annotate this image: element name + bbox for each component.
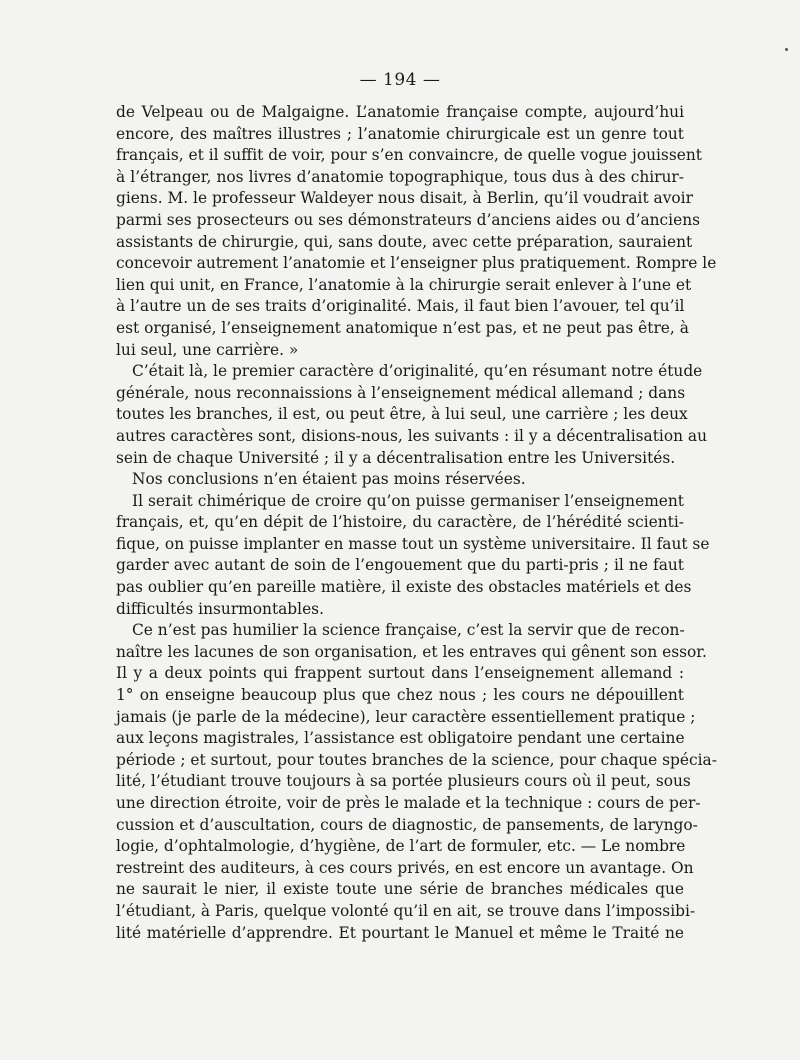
text-line: Il serait chimérique de croire qu’on puisse germaniser l’enseignement	[132, 491, 684, 510]
text-line: sein de chaque Université ; il y a décentralisation entre les Universités.	[116, 448, 676, 467]
text-line: autres caractères sont, disions-nous, les suivants : il y a décentralisation au	[116, 426, 707, 445]
text-line: ne saurait le nier, il existe toute une série de branches médicales que	[116, 880, 684, 899]
text-line: français, et, qu’en dépit de l’histoire, du caractère, de l’hérédité scienti-	[116, 513, 684, 532]
text-line: générale, nous reconnaissions à l’enseignement médical allemand ; dans	[116, 383, 686, 402]
text-line: lui seul, une carrière. »	[116, 340, 299, 359]
text-line: période ; et surtout, pour toutes branches de la science, pour chaque spécia-	[116, 750, 717, 769]
text-line: lien qui unit, en France, l’anatomie à la chirurgie serait enlever à l’une et	[116, 275, 692, 294]
text-line: restreint des auditeurs, à ces cours privés, en est encore un avantage. On	[116, 858, 694, 877]
body-text	[116, 102, 717, 944]
text-line: français, et il suffit de voir, pour s’en convaincre, de quelle vogue jouissent	[116, 146, 702, 165]
text-line: jamais (je parle de la médecine), leur caractère essentiellement pratique ;	[116, 707, 696, 726]
page-number: — 194 —	[359, 70, 441, 90]
text-line: à l’étranger, nos livres d’anatomie topographique, tous dus à des chirur-	[116, 167, 684, 186]
text-line: est organisé, l’enseignement anatomique n’est pas, et ne peut pas être, à	[116, 318, 689, 337]
text-line: logie, d’ophtalmologie, d’hygiène, de l’art de formuler, etc. — Le nombre	[116, 837, 686, 856]
text-line: l’étudiant, à Paris, quelque volonté qu’il en ait, se trouve dans l’impossibi-	[116, 901, 696, 920]
text-line: toutes les branches, il est, ou peut être, à lui seul, une carrière ; les deux	[116, 405, 688, 424]
text-line: aux leçons magistrales, l’assistance est obligatoire pendant une certaine	[116, 729, 685, 748]
text-line: parmi ses prosecteurs ou ses démonstrateurs d’anciens aides ou d’anciens	[116, 210, 701, 229]
text-line: 1° on enseigne beaucoup plus que chez nous ; les cours ne dépouillent	[116, 686, 684, 705]
text-line: difficultés insurmontables.	[116, 599, 324, 618]
text-line: giens. M. le professeur Waldeyer nous disait, à Berlin, qu’il voudrait avoir	[116, 189, 693, 208]
text-line: de Velpeau ou de Malgaigne. L’anatomie française compte, aujourd’hui	[116, 103, 684, 121]
text-line: fique, on puisse implanter en masse tout un système universitaire. Il faut se	[116, 534, 710, 553]
text-line: assistants de chirurgie, qui, sans doute, avec cette préparation, sauraient	[116, 232, 693, 251]
text-line: Nos conclusions n’en étaient pas moins réservées.	[132, 470, 526, 489]
text-line: lité, l’étudiant trouve toujours à sa portée plusieurs cours où il peut, sous	[116, 772, 691, 791]
text-line: encore, des maîtres illustres ; l’anatomie chirurgicale est un genre tout	[116, 124, 684, 143]
text-line: naître les lacunes de son organisation, et les entraves qui gênent son essor.	[116, 642, 707, 661]
text-line: à l’autre un de ses traits d’originalité. Mais, il faut bien l’avouer, tel qu’il	[116, 297, 685, 316]
text-line: cussion et d’auscultation, cours de diagnostic, de pansements, de laryngo-	[116, 815, 698, 834]
text-line: Il y a deux points qui frappent surtout dans l’enseignement allemand :	[116, 664, 684, 683]
text-line: C’était là, le premier caractère d’originalité, qu’en résumant notre étude	[132, 362, 703, 381]
speck-mark	[785, 48, 788, 51]
text-line: une direction étroite, voir de près le malade et la technique : cours de per-	[116, 794, 701, 812]
text-line: garder avec autant de soin de l’engouement que du parti-pris ; il ne faut	[116, 556, 684, 575]
text-line: concevoir autrement l’anatomie et l’enseigner plus pratiquement. Rompre le	[116, 254, 717, 273]
text-line: pas oublier qu’en pareille matière, il existe des obstacles matériels et des	[116, 578, 692, 597]
text-line: lité matérielle d’apprendre. Et pourtant le Manuel et même le Traité ne	[116, 923, 684, 942]
text-line: Ce n’est pas humilier la science française, c’est la servir que de recon-	[132, 621, 685, 640]
